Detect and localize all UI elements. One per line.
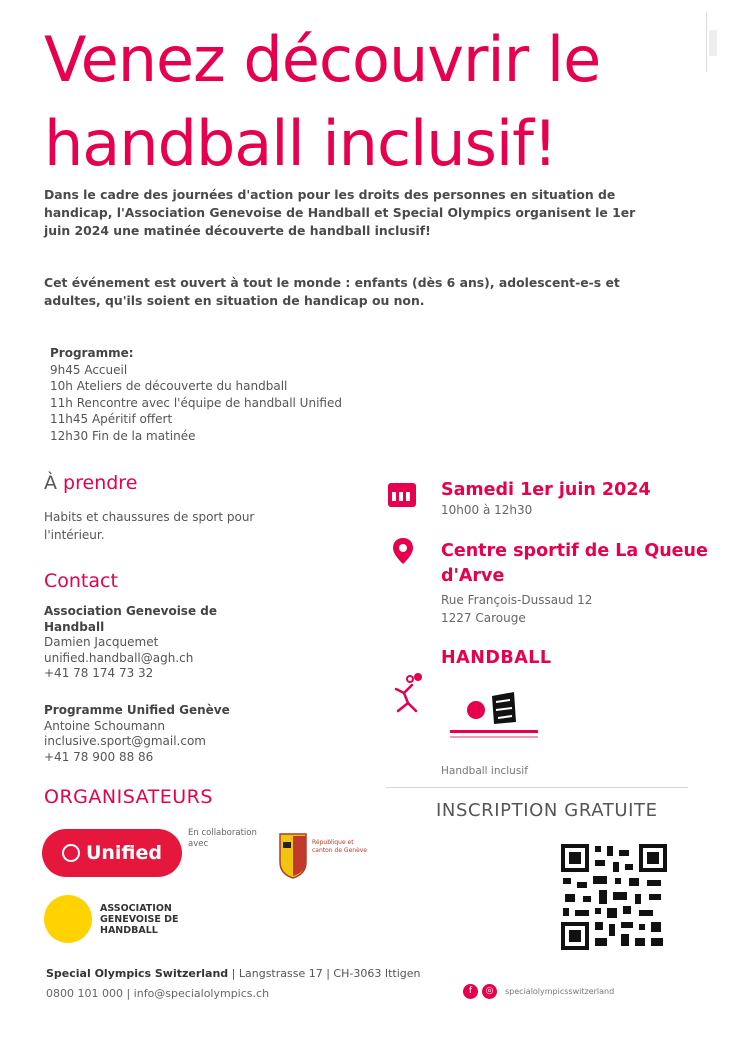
calendar-icon [388,483,416,507]
contact-email[interactable]: unified.handball@agh.ch [44,650,194,665]
page-title: Venez découvrir le handball inclusif! [44,23,601,180]
programme-item: 10h Ateliers de découverte du handball [50,379,288,393]
contact-name: Damien Jacquemet [44,635,159,649]
intro-paragraph-2: Cet événement est ouvert à tout le monde : enfants (dès 6 ans), adolescent-e-s et adultes, qu'ils soient en situation de handicap ou non. [44,275,620,308]
event-address [441,591,661,627]
a-prendre-heading-pink: prendre [63,472,138,494]
programme-heading: Programme: [50,346,134,360]
agh-logo-icon [44,895,92,943]
a-prendre-heading [44,472,137,494]
social-handle: specialolympicsswitzerland [505,986,615,996]
inscription-heading: INSCRIPTION GRATUITE [436,800,658,821]
location-pin-icon [392,537,414,565]
contact-org: Programme Unified Genève [44,703,230,717]
unified-logo-text: Unified [85,842,163,864]
a-prendre-text: Habits et chaussures de sport pour l'intérieur. [44,510,255,542]
unified-logo [42,829,182,877]
handball-inclusif-logo [446,686,542,748]
contact-phone[interactable]: +41 78 174 73 32 [44,666,154,680]
programme-item: 9h45 Accueil [50,362,128,377]
intro-paragraph-1: Dans le cadre des journées d'action pour les droits des personnes en situation de handicap, l'Association Genevoise de Handball et Special Olympics organisent le 1er juin 2024 une matinée découverte de handball inclusif! [44,187,636,238]
address-line: 1227 Carouge [441,611,526,625]
event-date: Samedi 1er juin 2024 [441,480,651,500]
agh-logo-text: ASSOCIATION GENEVOISE DE HANDBALL [100,903,179,936]
a-prendre-heading-grey: À [44,472,64,494]
address-line: Rue François-Dussaud 12 [441,593,593,607]
contact-block-agh [44,604,274,682]
contact-block-unified [44,703,274,765]
footer-address [46,967,516,980]
qr-code-icon[interactable] [559,842,669,952]
contact-heading: Contact [44,570,118,592]
social-links[interactable] [463,982,723,1000]
programme-item: 12h30 Fin de la matinée [50,428,196,443]
event-venue: Centre sportif de La Queue d'Arve [441,541,708,586]
instagram-icon[interactable]: ◎ [482,984,497,999]
footer-address-text: | Langstrasse 17 | CH-3063 Ittigen [228,967,421,980]
event-time: 10h00 à 12h30 [441,503,533,517]
geneve-logo-text: République et canton de Genève [312,839,367,854]
contact-org: Association Genevoise de Handball [44,604,217,634]
organisateurs-heading: ORGANISATEURS [44,786,213,808]
divider [386,787,688,788]
side-tab [706,12,720,72]
programme-item: 11h45 Apéritif offert [50,412,173,426]
event-sport: HANDBALL [441,648,552,668]
handball-logo-caption: Handball inclusif [441,765,528,777]
facebook-icon[interactable]: f [463,984,478,999]
geneve-coat-of-arms-icon [278,832,308,880]
contact-email[interactable]: inclusive.sport@gmail.com [44,734,206,748]
footer-contacts: 0800 101 000 | info@specialolympics.ch [46,987,270,1000]
programme-item: 11h Rencontre avec l'équipe de handball Unified [50,395,342,410]
contact-name: Antoine Schoumann [44,718,166,733]
programme [50,345,430,444]
collaboration-text: En collaboration avec [188,828,257,849]
handball-player-icon [390,671,426,715]
footer-org: Special Olympics Switzerland [46,967,229,980]
contact-phone[interactable]: +41 78 900 88 86 [44,749,154,764]
special-olympics-icon [62,844,80,862]
